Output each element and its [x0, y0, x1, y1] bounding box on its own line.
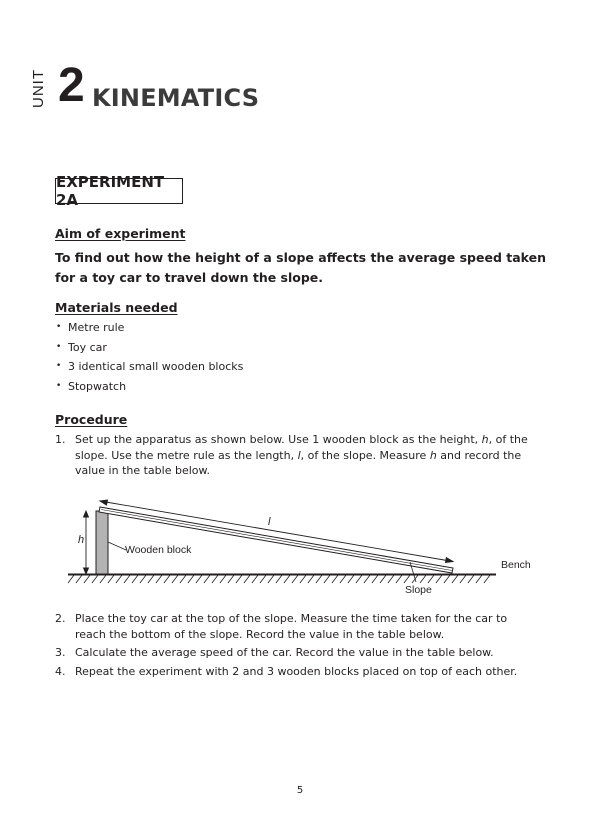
- label-l: l: [268, 516, 271, 528]
- step-number: 2.: [55, 612, 66, 625]
- bench-hatching: [68, 575, 490, 583]
- experiment-label: EXPERIMENT 2A: [55, 178, 183, 204]
- materials-list: [55, 318, 243, 396]
- step-text: Set up the apparatus as shown below. Use 1 wooden block as the height, h, of the slope. Use the metre rule as the length, l, of the slope. Measure h and record the value in the table below.: [75, 433, 528, 477]
- step-text: Repeat the experiment with 2 and 3 wooden blocks placed on top of each other.: [75, 665, 518, 678]
- wooden-block: [96, 511, 108, 574]
- unit-number: 2: [58, 59, 85, 112]
- unit-title: KINEMATICS: [92, 84, 260, 112]
- label-bench: Bench: [501, 559, 531, 571]
- step-number: 4.: [55, 665, 66, 678]
- step-text: Place the toy car at the top of the slope. Measure the time taken for the car to reach the bottom of the slope. Record the value in the table below.: [75, 612, 508, 641]
- slope-diagram: [60, 492, 540, 600]
- procedure-step-1: [55, 432, 535, 479]
- label-h: h: [78, 534, 85, 546]
- materials-item: • Metre rule: [55, 318, 243, 338]
- step-text: Calculate the average speed of the car. Record the value in the table below.: [75, 646, 494, 659]
- materials-heading: Materials needed: [55, 300, 178, 315]
- procedure-step-2: [55, 611, 535, 642]
- aim-heading: Aim of experiment: [55, 226, 186, 241]
- step-number: 3.: [55, 646, 66, 659]
- unit-label: UNIT: [30, 69, 47, 108]
- step-number: 1.: [55, 433, 66, 446]
- materials-item: • Toy car: [55, 338, 243, 358]
- materials-item: • Stopwatch: [55, 377, 243, 397]
- procedure-heading: Procedure: [55, 412, 128, 427]
- label-slope: Slope: [405, 584, 432, 596]
- procedure-step-3: [55, 645, 535, 661]
- aim-text: To find out how the height of a slope affects the average speed taken for a toy car to travel down the slope.: [55, 250, 547, 285]
- label-wooden-block: Wooden block: [125, 544, 192, 556]
- page-number: 5: [296, 785, 304, 796]
- height-arrow: [84, 511, 89, 574]
- procedure-step-4: [55, 664, 535, 680]
- materials-item: • 3 identical small wooden blocks: [55, 357, 243, 377]
